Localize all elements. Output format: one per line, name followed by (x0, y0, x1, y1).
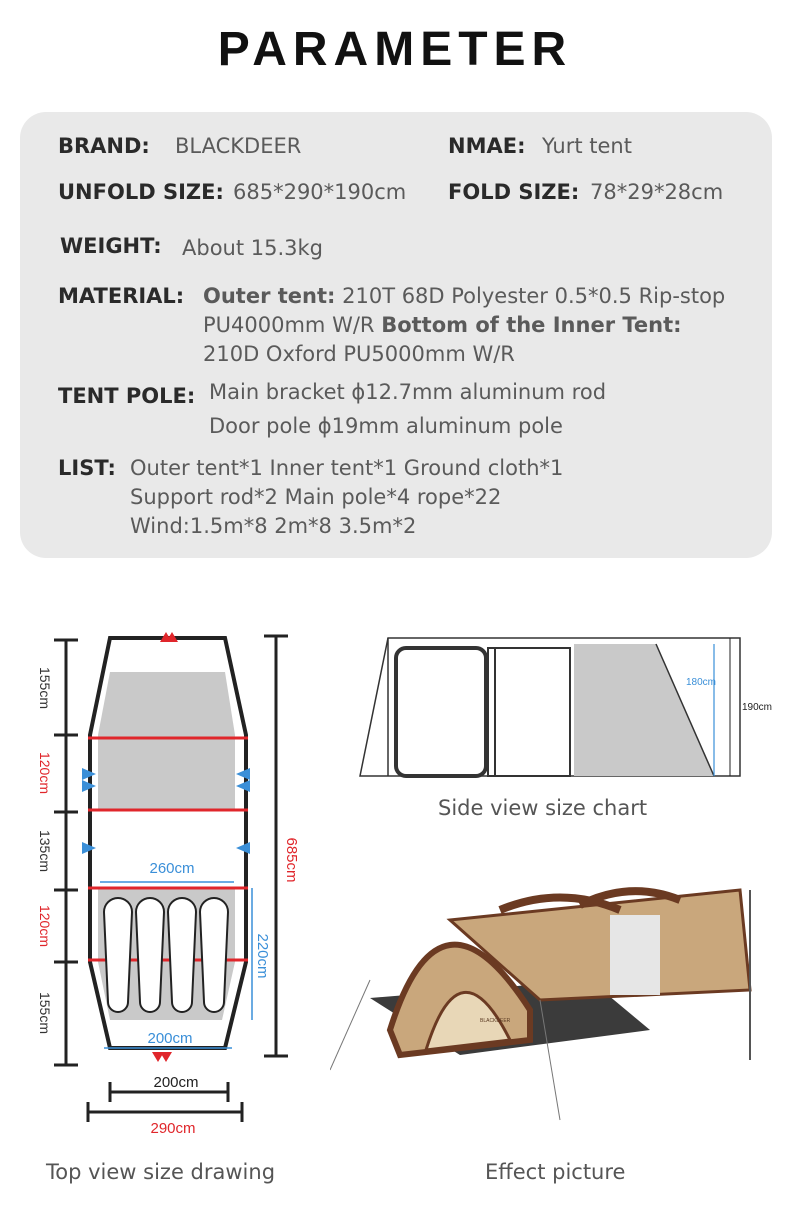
effect-caption: Effect picture (485, 1160, 626, 1184)
length-220-label: 220cm (254, 933, 271, 979)
inner-bottom-label: Bottom of the Inner Tent: (381, 313, 682, 337)
outer-tent-coating: PU4000mm W/R (203, 313, 375, 337)
list-label: LIST: (58, 456, 116, 480)
material-line-3: 210D Oxford PU5000mm W/R (203, 342, 515, 366)
name-value: Yurt tent (542, 134, 632, 158)
vestibule-area (98, 672, 235, 810)
page-title: PARAMETER (217, 23, 573, 76)
brand-mark: BLACKDEER (480, 1018, 511, 1024)
fold-size-label: FOLD SIZE: (448, 180, 580, 204)
list-line-3: Wind:1.5m*8 2m*8 3.5m*2 (130, 514, 417, 538)
outer-height-label: 190cm (742, 702, 773, 713)
mesh-window (610, 915, 660, 995)
end-width-label: 200cm (153, 1074, 199, 1091)
material-line-1 (203, 284, 725, 308)
left-dimension-line (54, 640, 78, 1065)
brand-label: BRAND: (58, 134, 150, 158)
dim-120-top: 120cm (37, 751, 53, 795)
tent-pole-line-1: Main bracket ϕ12.7mm aluminum rod (209, 380, 607, 404)
dim-155-top: 155cm (37, 666, 53, 710)
top-view-caption: Top view size drawing (46, 1160, 276, 1184)
fold-size-value: 78*29*28cm (590, 180, 724, 204)
material-line-2 (203, 313, 682, 337)
effect-picture (330, 880, 770, 1130)
side-view-drawing (330, 630, 780, 790)
outer-tent-value: 210T 68D Polyester 0.5*0.5 Rip-stop (342, 284, 726, 308)
material-label: MATERIAL: (58, 284, 185, 308)
inner-height-label: 180cm (686, 677, 717, 688)
tent-pole-label: TENT POLE: (58, 384, 196, 408)
width-200-label: 200cm (147, 1030, 193, 1047)
weight-label: WEIGHT: (60, 234, 162, 258)
list-line-2: Support rod*2 Main pole*4 rope*22 (130, 485, 502, 509)
outer-tent-label: Outer tent: (203, 284, 336, 308)
total-length-label: 685cm (283, 837, 300, 883)
dim-135: 135cm (37, 829, 53, 873)
dim-155-bottom: 155cm (37, 991, 53, 1035)
unfold-size-label: UNFOLD SIZE: (58, 180, 224, 204)
tent-pole-line-2: Door pole ϕ19mm aluminum pole (209, 414, 563, 438)
spec-panel (20, 112, 772, 558)
total-width-line (88, 1102, 242, 1122)
width-260-label: 260cm (149, 860, 195, 877)
total-width-label: 290cm (150, 1120, 196, 1137)
brand-value: BLACKDEER (175, 134, 302, 158)
list-line-1: Outer tent*1 Inner tent*1 Ground cloth*1 (130, 456, 564, 480)
unfold-size-value: 685*290*190cm (233, 180, 407, 204)
dim-120-bottom: 120cm (37, 904, 53, 948)
weight-value: About 15.3kg (182, 236, 324, 260)
name-label: NMAE: (448, 134, 526, 158)
side-view-caption: Side view size chart (438, 796, 648, 820)
top-view-drawing (0, 620, 330, 1150)
